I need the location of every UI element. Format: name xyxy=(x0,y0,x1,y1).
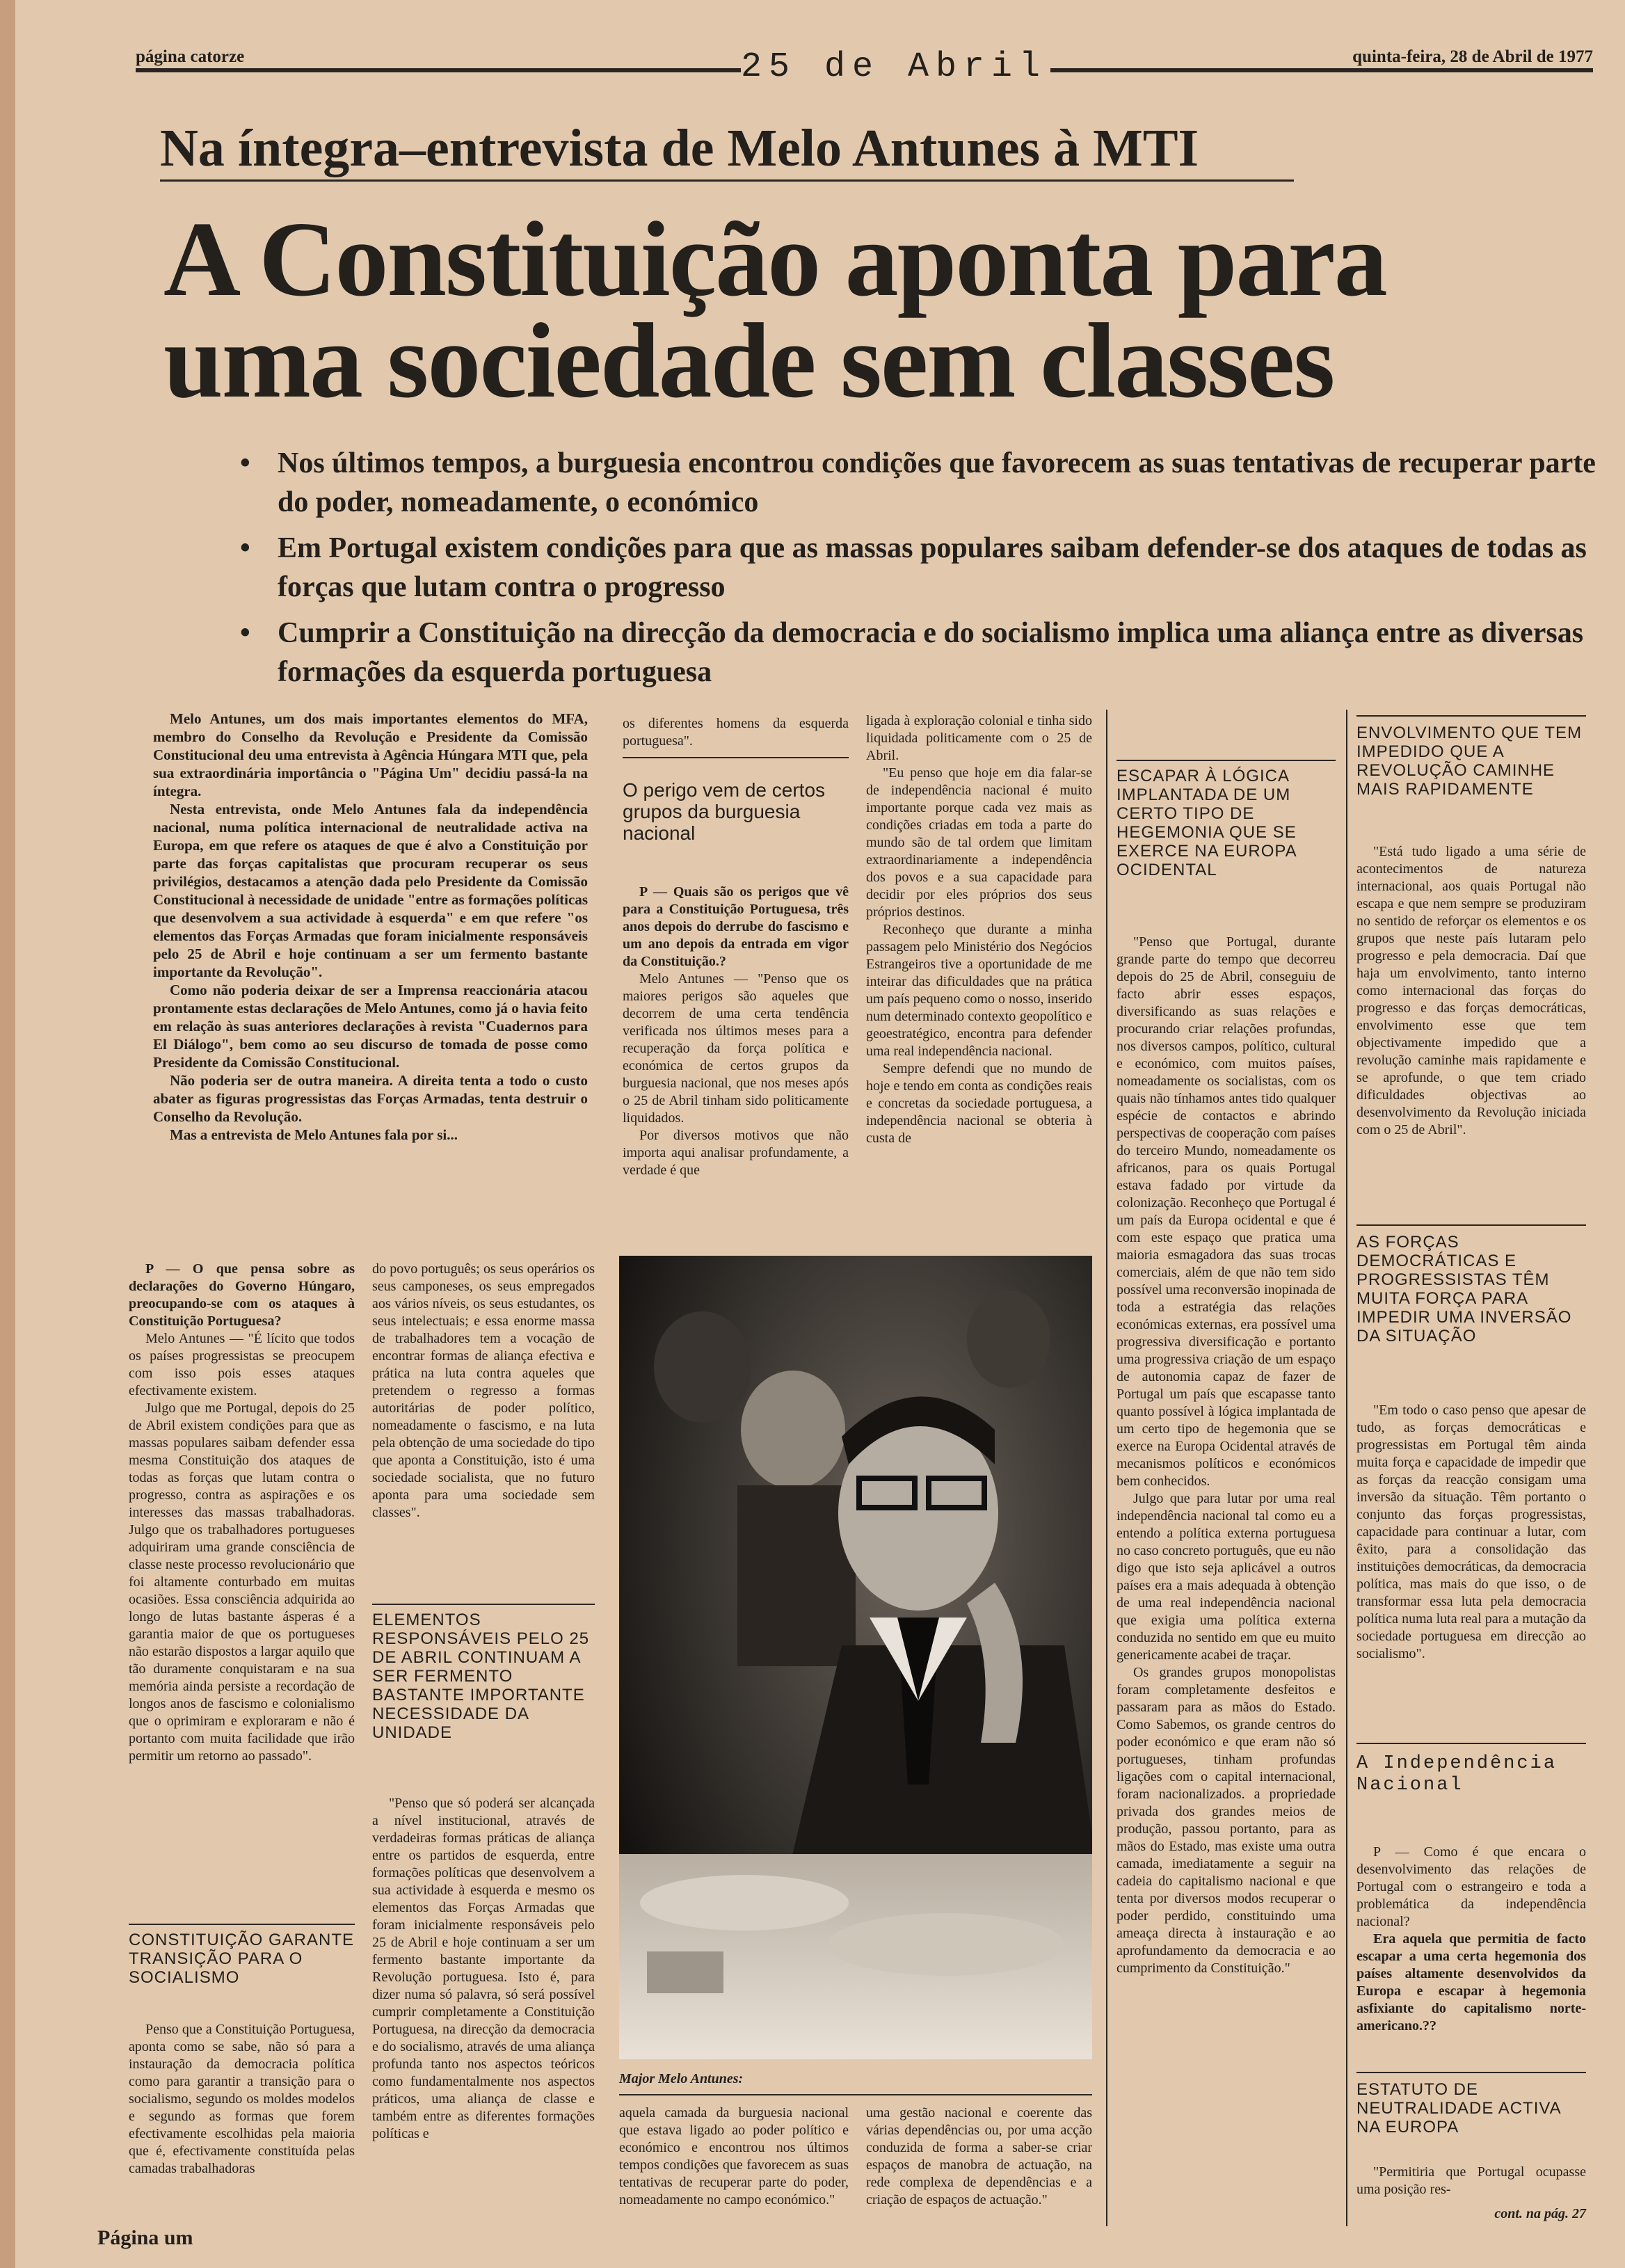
headline-line-1: A Constituição aponta para xyxy=(163,200,1386,319)
col2-top-body: P — Quais são os perigos que vê para a Constituição Portuguesa, três anos depois do derrube do fascismo e um ano depois da entrada em vigor da Constituição.? Melo Antunes — "Penso que os maiores perigos são aqueles que decorrem de uma certa tendência verificada nos últimos meses para a recuperação da força política e económica de certos grupos da burguesia nacional, que nos meses após o 25 de Abril tinham sido politicamente liquidados. Por diversos motivos que não importa aqui analisar profundamente, a verdade é que xyxy=(623,884,849,1178)
page-number-label: página catorze xyxy=(136,47,245,66)
col5-subhead-4: ESTATUTO DE NEUTRALIDADE ACTIVA NA EUROPA xyxy=(1356,2080,1561,2137)
col2-rule xyxy=(623,757,849,758)
bullet-dot-icon: • xyxy=(240,617,250,649)
col5-rule-2 xyxy=(1356,1224,1586,1226)
col2-body: do povo português; os seus operários os seus camponeses, os seus empregados aos vários níveis, os seus estudantes, os seus intelectuais; e essa enorme massa de trabalhadores tem a vocação de encontrar formas de aliança efectiva e prática na luta contra aqueles que pretendem o regresso a formas autoritárias de poder político, nomeadamente o fascismo, e na luta pela obtenção de uma sociedade do tipo que aponta a Constituição, isto é uma sociedade socialista, que no futuro aponta para uma sociedade sem classes". xyxy=(372,1261,595,1520)
col5-body-1: "Está tudo ligado a uma série de acontecimentos de natureza internacional, aos quais Portugal não escapa e que nem sempre se produziram no sentido de reforçar os elementos e os grupos que neste país lutaram pelo progresso e pela democracia. Daí que haja um envolvimento, tanto interno como internacional das forças do progresso e das forças democráticas, envolvimento esse que tem objectivamente impedido que a revolução caminhe mais rapidamente e se aprofunde, o que tem criado dificuldades objectivas ao desenvolvimento da Revolução iniciada com o 25 de Abril". xyxy=(1356,844,1586,1137)
col1-body: P — O que pensa sobre as declarações do Governo Húngaro, preocupando-se com os ataques à Constituição Portuguesa? Melo Antunes — "É lícito que todos os países progressistas se preocupem com isso pois esses ataques efectivamente existem. Julgo que me Portugal, depois do 25 de Abril existem condições para que as massas populares saibam defender essa mesma Constituição dos ataques de todas as forças que lutam contra o progresso, contra as aspirações e os interesses das massas trabalhadoras. Julgo que os trabalhadores portugueses adquiriram uma grande consciência de classe neste processo revolucionário que foi altamente conturbado em muitas ocasiões. Essa consciência adquirida ao longo de lutas bastante ásperas é a garantia maior de que os portugueses não estarão dispostos a largar aquilo que tão duramente conquistaram e na sua memória ainda persiste a recordação de longos anos de fascismo e colonialismo que o oprimiram e exploraram e não é portanto com muita facilidade que irão permitir um retorno ao passado". xyxy=(129,1261,355,1764)
col4-subhead: ESCAPAR À LÓGICA IMPLANTADA DE UM CERTO TIPO DE HEGEMONIA QUE SE EXERCE NA EUROPA OCIDENTAL xyxy=(1116,767,1297,879)
photo-image xyxy=(619,1256,1092,2059)
header-rule-left xyxy=(136,68,741,72)
col5-subhead-3: A Independência Nacional xyxy=(1356,1753,1558,1796)
bullet-item: • Em Portugal existem condições para que as massas populares saibam defender-se dos ataques de todas as forças que lutam contra o progresso xyxy=(240,529,1596,607)
column-divider xyxy=(1106,710,1107,2226)
column-divider xyxy=(1346,710,1347,2226)
col1-subhead: CONSTITUIÇÃO GARANTE TRANSIÇÃO PARA O SOCIALISMO xyxy=(129,1931,355,1987)
headline-line-2: uma sociedade sem classes xyxy=(163,302,1334,420)
under-photo-b: uma gestão nacional e coerente das várias dependências ou, por uma acção conduzida de forma a saber-se criar espaços de manobra de actuação, na rede complexa de dependências e a criação de espaços de actuação." xyxy=(866,2105,1092,2207)
bullet-dot-icon: • xyxy=(240,447,250,479)
continued-note: cont. na pág. 27 xyxy=(1494,2206,1586,2221)
col5-rule xyxy=(1356,715,1586,717)
summary-bullets xyxy=(240,444,1596,698)
col5-rule-3 xyxy=(1356,1743,1586,1744)
col2-sub-rule xyxy=(372,1604,595,1605)
under-photo-a: aquela camada da burguesia nacional que estava ligado ao poder político e económico e encontrou nos últimos tempos condições que favorecem as suas tentativas de recuperar parte do poder, nomeadamente no campo económico." xyxy=(619,2105,849,2207)
kicker-underline xyxy=(160,179,1294,182)
kicker-title: Na íntegra–entrevista de Melo Antunes à MTI xyxy=(160,119,1199,177)
col2-subhead: O perigo vem de certos grupos da burguesia nacional xyxy=(623,779,826,844)
col2-body-2: "Penso que só poderá ser alcançada a nível institucional, através de verdadeiras formas práticas de aliança entre os partidos de esquerda, entre formações políticas que desenvolvem a sua actividade à esquerda e mesmo os elementos das Forças Armadas que foram inicialmente responsáveis pelo 25 de Abril e hoje continuam a ser um fermento bastante importante da Revolução portuguesa. Isto é, para dizer numa só palavra, só será possível cumprir completamente a Constituição Portuguesa, na direcção da democracia e do socialismo, através de uma aliança profunda tanto nos aspectos teóricos como fundamentalmente nos aspectos práticos, uma aliança de classe e também entre as diferentes formações políticas e xyxy=(372,1796,595,2141)
header-rule-right xyxy=(1050,68,1593,72)
col5-subhead-2: AS FORÇAS DEMOCRÁTICAS E PROGRESSISTAS TÊM MUITA FORÇA PARA IMPEDIR UMA INVERSÃO DA SITUAÇÃO xyxy=(1356,1233,1572,1345)
col3-top-body: ligada à exploração colonial e tinha sido liquidada politicamente com o 25 de Abril. "Eu penso que hoje em dia falar-se de independência nacional é muito importante porque cada vez mais as condições criadas em toda a parte do mundo são de tal ordem que limitam extraordinariamente a independência dos povos e a sua capacidade para decidir por eles próprios dos seus próprios destinos. Reconheço que durante a minha passagem pelo Ministério dos Negócios Estrangeiros tive a oportunidade de me inteirar das dificuldades que na prática um país pequeno como o nosso, inserido num determinado contexto geopolítico e geoestratégico, encontra para defender uma real independência nacional. Sempre defendi que no mundo de hoje e tendo em conta as condições reais e concretas da sociedade portuguesa, a independência nacional se obteria à custa de xyxy=(866,713,1092,1146)
col2-top-text: os diferentes homens da esquerda portuguesa". xyxy=(623,716,849,749)
col5-body-2: "Em todo o caso penso que apesar de tudo, as forças democráticas e progressistas em Portugal têm ainda muita força e capacidade de impedir que as forças da reacção consigam uma inversão da situação. Têm portanto o conjunto das forças progressistas, capacidade para continuar a lutar, com êxito, para a consolidação das instituições democráticas, da democracia política, mas mais do que isso, o de transformar essa luta pela democracia política numa luta real para a mutação da sociedade portuguesa em direcção ao socialismo". xyxy=(1356,1403,1586,1661)
col1-body-2: Penso que a Constituição Portuguesa, aponta como se sabe, não só para a instauração da democracia política como para garantir a transição para o socialismo, segundo os moldes modelos e segundo as formas que forem efectivamente escolhidas pela maioria que é, efectivamente constituída pelas camadas trabalhadoras xyxy=(129,2022,355,2176)
footer-logo: Página um xyxy=(97,2226,193,2249)
portrait-photo xyxy=(619,1256,1092,2059)
caption-rule xyxy=(619,2094,1092,2095)
col4-body: "Penso que Portugal, durante grande parte do tempo que decorreu depois do 25 de Abril, conseguiu de facto abrir esses espaços, diversificando as suas relações e procurando criar relações profundas, nos diversos campos, político, cultural e económico, com muitos países, nomeadamente os socialistas, com os quais não tínhamos antes tido qualquer espécie de contactos e abrindo perspectivas de cooperação com países do terceiro Mundo, nomeadamente os africanos, para os quais Portugal estava fadado por virtude da colonização. Reconheço que Portugal é um país da Europa ocidental e que é com este espaço que pratica uma maioria esmagadora das suas trocas comerciais, além de que não tem sido possível uma reconversão inopinada de toda a estratégia das relações económicas externas, era possível uma progressiva diversificação e portanto uma progressiva criação de um espaço de autonomia capaz de fazer de Portugal um país que escapasse tanto quanto possível à lógica implantada de um certo tipo de hegemonia que se exerce na Europa Ocidental através de mecanismos políticos e económicos bem conhecidos. Julgo que para lutar por uma real independência nacional tal como eu a entendo a política externa portuguesa no caso concreto português, que eu não digo que isto seja aplicável a outros países era a mais adequada à obtenção de uma real independência nacional que exigia uma política externa conduzida no sentido em que eu muito genericamente acabei de traçar. Os grandes grupos monopolistas foram completamente desfeitos e passaram para as mãos do Estado. Como Sabemos, os grande centros do poder económico e que eram não só portugueses, tinham profundas ligações com o capital internacional, foram nacionalizados. a propriedade privada dos grandes meios de produção, passou portanto, para as mãos do Estado, mas existe uma outra camada, imediatamente a seguir na cadeia do capitalismo nacional e que tenta por diversos modos recuperar o poder perdido, constituindo uma ameaça directa à instauração e ao aprofundamento da democracia e ao cumprimento da Constituição." xyxy=(1116,934,1336,1976)
col5-subhead-1: ENVOLVIMENTO QUE TEM IMPEDIDO QUE A REVOLUÇÃO CAMINHE MAIS RAPIDAMENTE xyxy=(1356,724,1583,799)
col1-rule xyxy=(129,1924,355,1925)
photo-caption: Major Melo Antunes: xyxy=(619,2071,744,2086)
page-edge xyxy=(0,0,15,2268)
bullet-dot-icon: • xyxy=(240,532,250,564)
col5-body-3: P — Como é que encara o desenvolvimento das relações de Portugal com o estrangeiro e toda a problemática da independência nacional? Era aquela que permitia de facto escapar a uma certa hegemonia dos países altamente desenvolvidos da Europa e escapar à hegemonia asfixiante do capitalismo norte-americano.?? xyxy=(1356,1844,1586,2034)
bullet-item: • Nos últimos tempos, a burguesia encontrou condições que favorecem as suas tentativas de recuperar parte do poder, nomeadamente, o económico xyxy=(240,444,1596,522)
col5-rule-4 xyxy=(1356,2072,1586,2073)
col2-subhead-2: ELEMENTOS RESPONSÁVEIS PELO 25 DE ABRIL CONTINUAM A SER FERMENTO BASTANTE IMPORTANTE NECESSIDADE DA UNIDADE xyxy=(372,1611,590,1742)
lead-intro: Melo Antunes, um dos mais importantes elementos do MFA, membro do Conselho da Revolução e Presidente da Comissão Constitucional deu uma entrevista à Agência Húngara MTI que, pela sua extraordinária importância o "Página Um" decidiu passá-la na íntegra. Nesta entrevista, onde Melo Antunes fala da independência nacional, numa política internacional de neutralidade activa na Europa, em que refere os ataques de que é alvo a Constituição por parte das forças capitalistas que procuram recuperar os seus privilégios, destacamos a atenção dada pelo Presidente da Comissão Constitucional à necessidade de unidade "entre as formações políticas que desenvolvem a sua actividade à esquerda" e em que refere "os elementos das Forças Armadas que foram inicialmente responsáveis pelo 25 de Abril e hoje continuam a ser um fermento bastante importante da Revolução". Como não poderia deixar de ser a Imprensa reaccionária atacou prontamente estas declarações de Melo Antunes, como já o havia feito em relação às suas anteriores declarações à revista "Cuadernos para El Diálogo", bem como ao seu discurso de tomada de posse como Presidente da Comissão Constitucional. Não poderia ser de outra maneira. A direita tenta a todo o custo abater as figuras progressistas das Forças Armadas, tenta destruir o Conselho da Revolução. Mas a entrevista de Melo Antunes fala por si... xyxy=(153,710,588,1143)
masthead: 25 de Abril xyxy=(740,47,1048,87)
col4-rule xyxy=(1116,760,1336,761)
bullet-item: • Cumprir a Constituição na direcção da democracia e do socialismo implica uma aliança entre as diversas formações da esquerda portuguesa xyxy=(240,614,1596,692)
col5-body-4: "Permitiria que Portugal ocupasse uma posição res- xyxy=(1356,2164,1586,2197)
issue-date: quinta-feira, 28 de Abril de 1977 xyxy=(1352,47,1593,66)
